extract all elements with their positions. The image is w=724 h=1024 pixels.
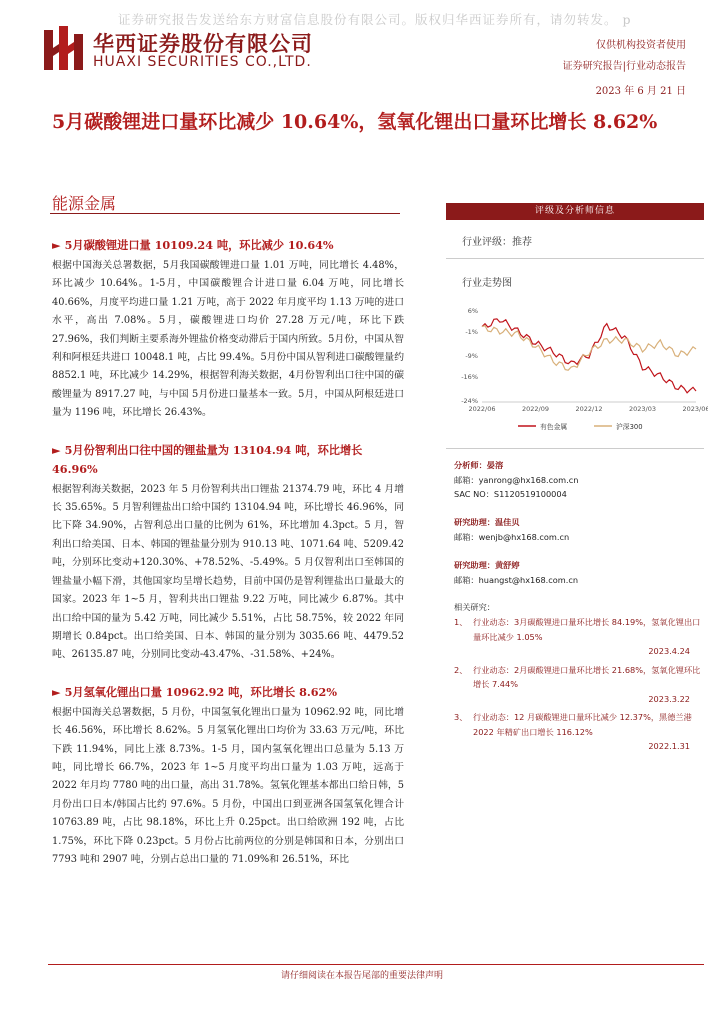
section-body: 根据中国海关总署数据，5月我国碳酸锂进口量 1.01 万吨，同比增长 4.48%，环比减少 10.64%。1-5月，中国碳酸锂合计进口量 6.04 万吨，同比增长 40.66%，月度平均进口量 1.21 万吨，高于 2022 年月度平均 1.13 万吨的进口水平，高出 7.08%。5月，碳酸锂进口均价 27.28 万元/吨，环比下跌 27.96%，我们判断主要系海外锂盐价格变动滞后于国内所致。5月份，中国从智利和阿根廷共进口 10048.1 吨，占比 99.4%。5月份中国从智利进口碳酸锂量约 8852.1 吨，环比减少 14.29%，根据智利海关数据，4月份智利出口往中国的碳酸锂量为 8917.27 吨，与中国 5月份进口量基本一致。5月，中国从阿根廷进口量为 1196 吨，环比增长 26.43%。 [52, 260, 404, 419]
x-tick-label: 2022/06 [468, 405, 496, 413]
related-number: 3、 [454, 712, 468, 722]
analyst-role: 研究助理：温佳贝 [454, 517, 520, 527]
analyst-sac-no: SAC NO：S1120519100004 [454, 489, 567, 499]
analyst-role: 分析师：晏溶 [454, 460, 504, 470]
related-report-link[interactable] [454, 710, 704, 739]
related-report-link[interactable] [454, 615, 704, 644]
y-tick-label: -24% [461, 397, 478, 405]
company-name-en: HUAXI SECURITIES CO.,LTD. [93, 54, 312, 70]
y-tick-label: -9% [465, 352, 478, 360]
rating-analyst-header: 评级及分析师信息 [446, 203, 704, 220]
analyst-email[interactable]: 邮箱：yanrong@hx168.com.cn [454, 475, 579, 485]
related-report-link[interactable] [454, 663, 704, 692]
section-heading: ► 5月碳酸锂进口量 10109.24 吨，环比减少 10.64% [52, 236, 404, 255]
legal-notice: 请仔细阅读在本报告尾部的重要法律声明 [280, 971, 443, 981]
legend-label: 沪深300 [616, 423, 643, 431]
sector-divider [50, 213, 400, 214]
sidebar-divider [446, 258, 704, 259]
y-tick-label: -1% [465, 328, 478, 336]
legend-label: 有色金属 [540, 423, 568, 431]
triangle-bullet-icon: ► [52, 442, 61, 457]
related-text: 行业动态：3月碳酸锂进口量环比增长 84.19%，氢氧化锂出口量环比减少 1.05% [473, 617, 701, 642]
related-date: 2023.4.24 [648, 646, 690, 656]
trend-chart-title: 行业走势图 [462, 278, 512, 289]
report-type: 证券研究报告|行业动态报告 [562, 61, 686, 72]
section-heading: ► 5月氢氧化锂出口量 10962.92 吨，环比增长 8.62% [52, 683, 404, 702]
related-text: 行业动态：12 月碳酸锂进口量环比减少 12.37%，黑德兰港 2022 年精矿出口增长 116.12% [473, 712, 692, 737]
related-date: 2022.1.31 [648, 741, 690, 751]
section-chile-export [52, 441, 404, 665]
huaxi-logo-icon [44, 26, 84, 70]
y-tick-label: -16% [461, 373, 478, 381]
section-lithium-hydroxide-export [52, 683, 404, 870]
report-date: 2023 年 6 月 21 日 [595, 86, 686, 97]
watermark-text: 证券研究报告发送给东方财富信息股份有限公司。版权归华西证券所有，请勿转发。 p [118, 12, 632, 27]
company-name-cn: 华西证券股份有限公司 [93, 32, 313, 56]
analyst-block [454, 557, 704, 587]
related-research-title: 相关研究： [454, 602, 495, 612]
report-title: 5月碳酸锂进口量环比减少 10.64%，氢氧化锂出口量环比增长 8.62% [52, 111, 658, 133]
trend-chart-svg [446, 296, 708, 436]
related-date: 2023.3.22 [648, 693, 690, 704]
analyst-email[interactable]: 邮箱：wenjb@hx168.com.cn [454, 532, 570, 542]
audience-note: 仅供机构投资者使用 [596, 40, 686, 51]
analyst-block [454, 457, 704, 501]
analyst-role: 研究助理：黄舒婷 [454, 560, 520, 570]
analyst-info [454, 457, 704, 758]
x-tick-label: 2022/09 [521, 405, 550, 413]
related-number: 1、 [454, 617, 468, 627]
x-tick-label: 2022/12 [575, 405, 603, 413]
related-number: 2、 [454, 664, 468, 675]
section-body: 根据智利海关数据，2023 年 5 月份智利共出口锂盐 21374.79 吨，环比 4 月增长 35.65%。5 月智利锂盐出口给中国约 13104.94 吨，环比增长 46.96%，同比下降 34.90%，占智利总出口量的比例为 61%，环比增加 4.3pct。5 月，智利出口给美国、日本、韩国的锂盐量分别为 910.13 吨、1071.64 吨、5209.42 吨，分别环比变动+120.30%、+78.52%、-5.49%。5 月仅智利出口至韩国的锂盐量小幅下滑，其他国家均呈增长趋势，目前中国仍是智利锂盐出口量最大的国家。2023 年 1~5 月，智利共出口锂盐 9.22 万吨，同比减少 6.87%。其中出口给中国的量为 5.42 万吨，同比减少 5.51%，占比 58.75%，较 2022 年同期增长 0.84pct。出口给美国、日本、韩国的量分别为 3035.66 吨、4479.52 吨、26135.87 吨，分别同比变动-43.47%、-31.58%、+24%。 [52, 483, 404, 661]
sector-label: 能源金属 [52, 194, 117, 213]
section-body: 根据中国海关总署数据，5 月份，中国氢氧化锂出口量为 10962.92 吨，同比增长 46.56%，环比增长 8.62%。5 月氢氧化锂出口均价为 33.63 万元/吨，环比下跌 11.94%，同比上涨 8.73%。1-5 月，国内氢氧化锂出口总量为 5.13 万吨，同比增长 66.7%，2023 年 1~5 月度平均出口量为 1.03 万吨，远高于 2022 年月均 7780 吨的出口量，高出 31.78%。氢氧化锂基本都出口给日韩，5 月份出口日本/韩国占比约 97.6%。5 月份，中国出口到亚洲各国氢氧化锂合计 10763.89 吨，占比 98.18%，环比上升 0.25pct。出口给欧洲 192 吨，占比 1.75%，环比下降 0.23pct。5 月份占比前两位的分别是韩国和日本，分别出口 7793 吨和 2907 吨，分别占总出口量的 71.09%和 26.51%，环比 [52, 706, 404, 865]
x-tick-label: 2023/06 [682, 405, 708, 413]
related-text: 行业动态：2月碳酸锂进口量环比增长 21.68%，氢氧化锂环比增长 7.44% [473, 664, 701, 689]
y-tick-label: 6% [467, 307, 478, 315]
main-content [52, 236, 404, 887]
analyst-email[interactable]: 邮箱：huangst@hx168.com.cn [454, 575, 579, 585]
analyst-block [454, 514, 704, 544]
sidebar-divider [446, 448, 704, 449]
triangle-bullet-icon: ► [52, 238, 61, 252]
footer-divider [48, 964, 704, 965]
series-line-hs300 [482, 326, 696, 371]
industry-rating: 行业评级：推荐 [462, 237, 532, 248]
x-tick-label: 2023/03 [628, 405, 657, 413]
trend-chart [446, 296, 708, 436]
section-heading: ► 5月份智利出口往中国的锂盐量为 13104.94 吨，环比增长 46.96% [52, 442, 363, 476]
triangle-bullet-icon: ► [52, 684, 61, 699]
series-line-nonferrous [482, 319, 696, 393]
section-lithium-carbonate-import [52, 236, 404, 423]
